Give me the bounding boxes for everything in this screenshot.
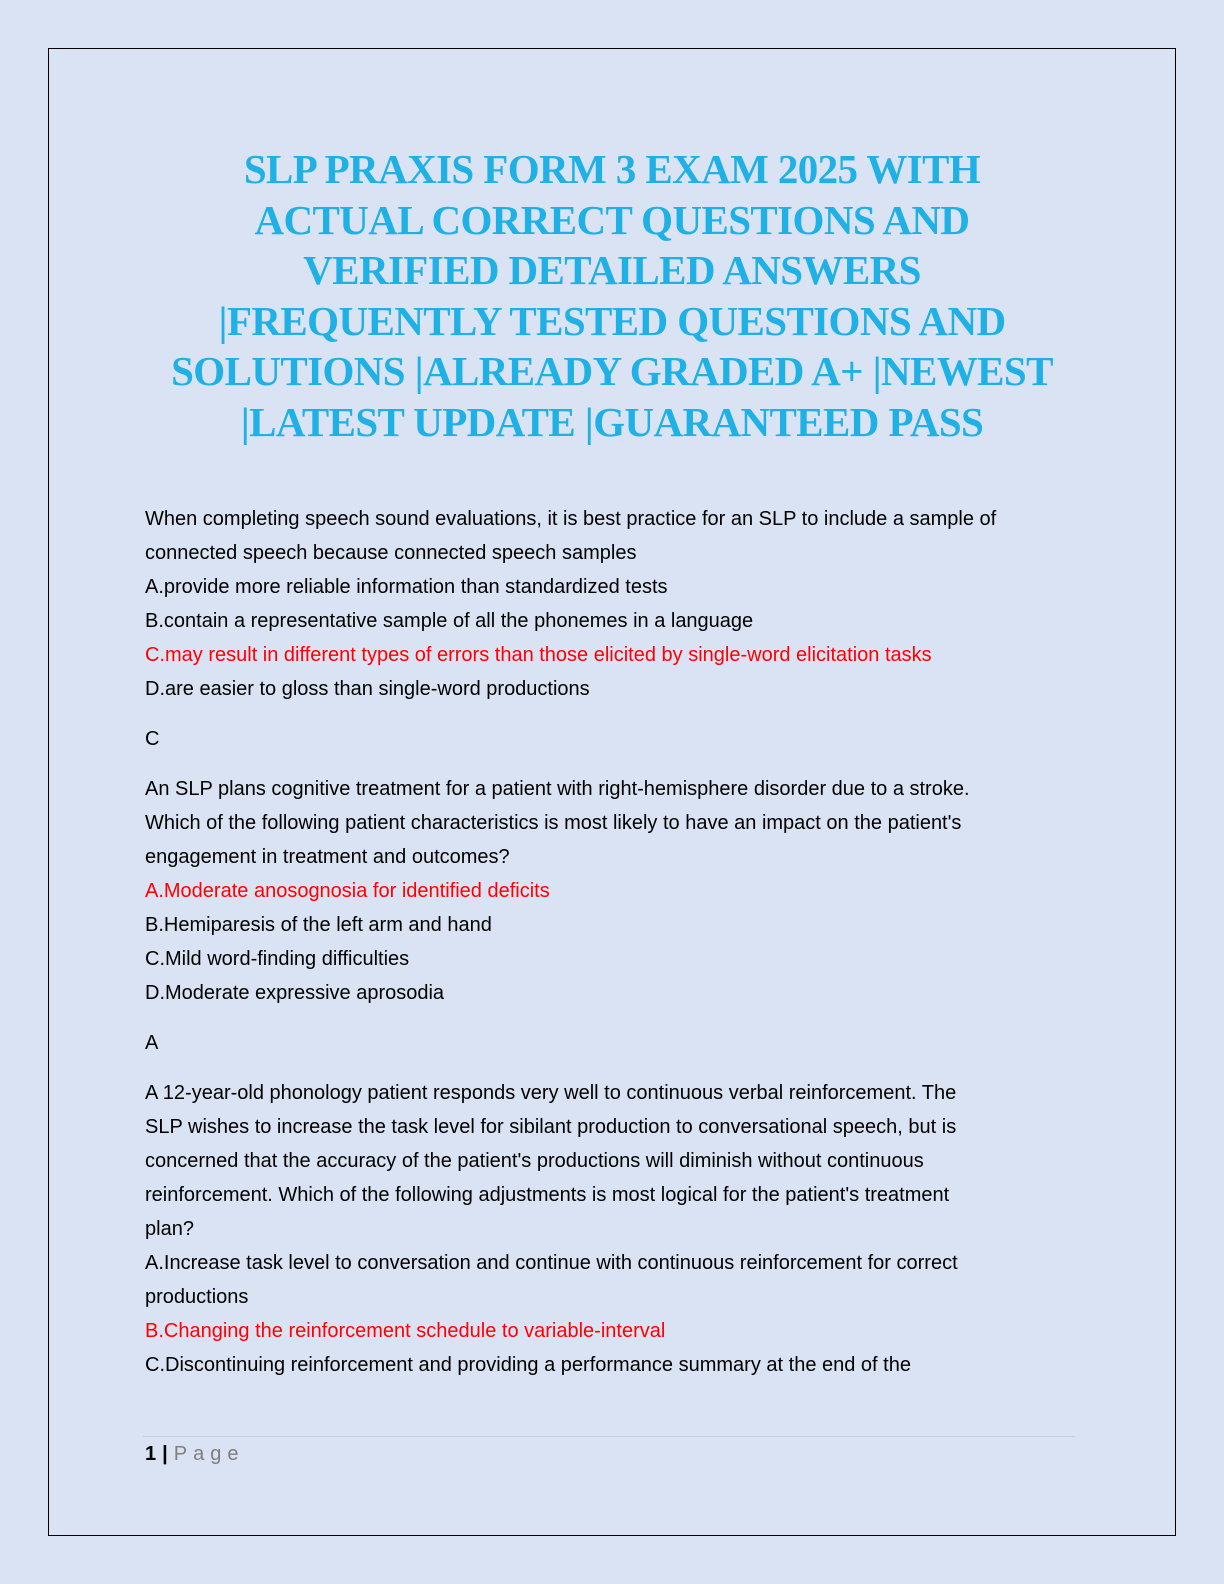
option-c: C.Mild word-finding difficulties (145, 948, 410, 970)
question-stem-line: reinforcement. Which of the following adjustments is most logical for the patient's treatment (145, 1184, 950, 1206)
option-b-correct: B.Changing the reinforcement schedule to variable-interval (145, 1320, 666, 1342)
page-label: Page (173, 1443, 245, 1465)
question-stem-line: connected speech because connected speech samples (145, 542, 637, 564)
question-3 (145, 1076, 1085, 1382)
title-line: SLP PRAXIS FORM 3 EXAM 2025 WITH (243, 146, 981, 192)
page-footer (145, 1440, 244, 1468)
question-list (145, 502, 1085, 1398)
question-stem-line: When completing speech sound evaluations, it is best practice for an SLP to include a sample of (145, 508, 997, 530)
title-line: |LATEST UPDATE |GUARANTEED PASS (240, 398, 984, 445)
option-b: B.contain a representative sample of all the phonemes in a language (145, 610, 754, 632)
title-line: |FREQUENTLY TESTED QUESTIONS AND (218, 297, 1006, 344)
answer-key: A (145, 1032, 159, 1054)
option-a-correct: A.Moderate anosognosia for identified deficits (145, 880, 550, 902)
option-a-continued: productions (145, 1286, 249, 1308)
option-a: A.provide more reliable information than standardized tests (145, 576, 668, 598)
title-line: VERIFIED DETAILED ANSWERS (303, 247, 921, 293)
title-line: SOLUTIONS |ALREADY GRADED A+ |NEWEST (171, 348, 1053, 394)
question-2 (145, 772, 1085, 1010)
option-c: C.Discontinuing reinforcement and providing a performance summary at the end of the (145, 1354, 911, 1376)
question-stem-line: engagement in treatment and outcomes? (145, 846, 510, 868)
question-stem-line: Which of the following patient characteristics is most likely to have an impact on the patient's (145, 812, 962, 834)
footer-divider (143, 1436, 1075, 1437)
option-a: A.Increase task level to conversation and continue with continuous reinforcement for correct (145, 1252, 958, 1274)
question-stem-line: concerned that the accuracy of the patient's productions will diminish without continuous (145, 1150, 924, 1172)
option-b: B.Hemiparesis of the left arm and hand (145, 914, 492, 936)
footer-separator: | (162, 1443, 168, 1465)
option-c-correct: C.may result in different types of errors than those elicited by single-word elicitation tasks (145, 644, 932, 666)
question-1 (145, 502, 1085, 706)
document-title (130, 144, 1094, 447)
answer-key: C (145, 728, 160, 750)
title-line: ACTUAL CORRECT QUESTIONS AND (254, 196, 970, 243)
question-stem-line: plan? (145, 1218, 194, 1240)
page-number: 1 (145, 1443, 157, 1465)
option-d: D.Moderate expressive aprosodia (145, 982, 445, 1004)
question-stem-line: An SLP plans cognitive treatment for a patient with right-hemisphere disorder due to a stroke. (145, 778, 970, 800)
option-d: D.are easier to gloss than single-word productions (145, 678, 590, 700)
question-stem-line: A 12-year-old phonology patient responds very well to continuous verbal reinforcement. The (145, 1082, 957, 1104)
question-stem-line: SLP wishes to increase the task level for sibilant production to conversational speech, but is (145, 1116, 957, 1138)
